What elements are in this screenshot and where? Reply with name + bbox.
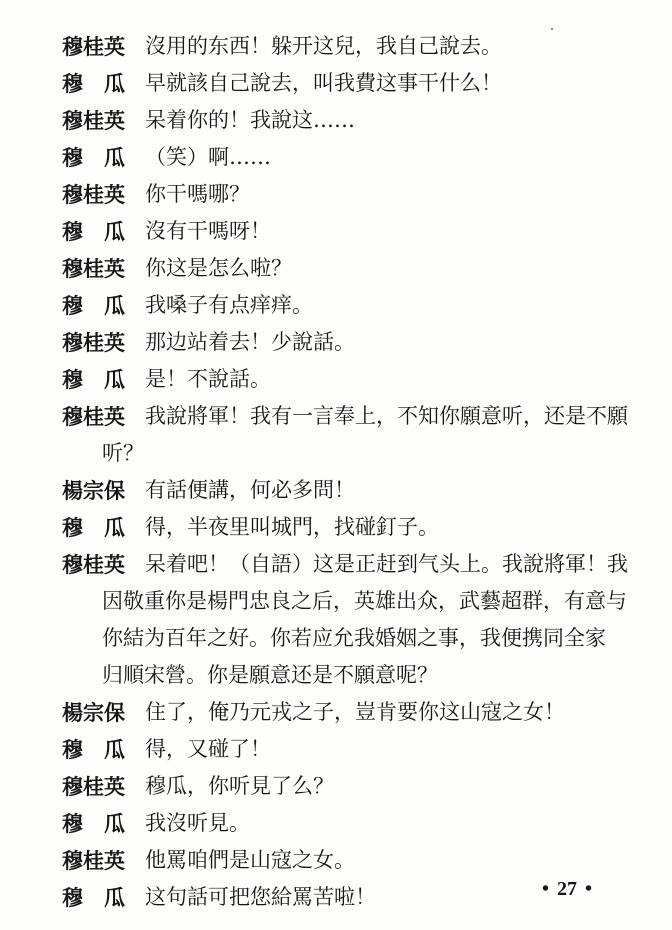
speaker-name: 穆桂英 (62, 330, 125, 355)
dialogue-line (0, 139, 672, 176)
dialogue-line (0, 28, 672, 65)
dialogue-text: 他罵咱們是山寇之女。 (145, 848, 355, 872)
dialogue-text: 呆着吧！（自語）这是正赶到气头上。我說將軍！我 (145, 552, 628, 576)
dialogue-text: 得，又碰了！ (145, 737, 271, 761)
dialogue-text: 你这是怎么啦？ (145, 256, 292, 280)
dialogue-text: 穆瓜，你听見了么？ (145, 774, 334, 798)
dialogue-line (0, 694, 672, 731)
page-number (522, 878, 612, 901)
dialogue-line (0, 102, 672, 139)
dialogue-line (0, 65, 672, 102)
dialogue-text: 你干嗎哪？ (145, 182, 250, 206)
speaker-name: 穆 瓜 (62, 145, 125, 170)
speaker-name: 穆桂英 (62, 108, 125, 133)
dialogue-line (0, 842, 672, 879)
dialogue-text: 是！不說話。 (145, 367, 271, 391)
dialogue-text: 呆着你的！我說这…… (145, 108, 355, 132)
page-number-value: 27 (557, 878, 577, 900)
speaker-name: 穆桂英 (62, 552, 125, 577)
dialogue-text: 那边站着去！少說話。 (145, 330, 355, 354)
speaker-name: 穆 瓜 (62, 367, 125, 392)
speaker-name: 穆桂英 (62, 404, 125, 429)
dialogue-line (0, 509, 672, 546)
dialogue-line (0, 287, 672, 324)
speaker-name: 楊宗保 (62, 700, 125, 725)
dialogue-block (0, 28, 672, 916)
dialogue-line (0, 176, 672, 213)
dialogue-line (0, 250, 672, 287)
dialogue-text: 听？ (102, 441, 144, 465)
speaker-name: 穆 瓜 (62, 811, 125, 836)
dialogue-text: 我說將軍！我有一言奉上，不知你願意听，还是不願 (145, 404, 628, 428)
dialogue-continuation-line (0, 435, 672, 472)
dialogue-line (0, 472, 672, 509)
speaker-name: 穆桂英 (62, 256, 125, 281)
speaker-name: 楊宗保 (62, 478, 125, 503)
dialogue-line (0, 213, 672, 250)
speaker-name: 穆 瓜 (62, 293, 125, 318)
dialogue-continuation-line (0, 583, 672, 620)
page-number-dot-right: • (585, 878, 593, 900)
dialogue-text: 沒有干嗎呀！ (145, 219, 271, 243)
speaker-name: 穆桂英 (62, 774, 125, 799)
page-number-dot-left: • (541, 878, 549, 900)
speaker-name: 穆 瓜 (62, 515, 125, 540)
dialogue-text: 得，半夜里叫城門，找碰釘子。 (145, 515, 439, 539)
dialogue-line (0, 546, 672, 583)
dialogue-text: 有話便講，何必多問！ (145, 478, 355, 502)
dialogue-text: 我嗓子有点痒痒。 (145, 293, 313, 317)
dialogue-text: 因敬重你是楊門忠良之后，英雄出众，武藝超群，有意与 (102, 589, 627, 613)
dialogue-text: 归順宋營。你是願意还是不願意呢？ (102, 663, 438, 687)
speaker-name: 穆桂英 (62, 34, 125, 59)
speaker-name: 穆 瓜 (62, 737, 125, 762)
dialogue-text: 早就該自己說去，叫我費这事干什么！ (145, 71, 502, 95)
dialogue-text: 我沒听見。 (145, 811, 250, 835)
dialogue-text: 这句話可把您給罵苦啦！ (145, 885, 376, 909)
speaker-name: 穆 瓜 (62, 219, 125, 244)
dialogue-continuation-line (0, 657, 672, 694)
dialogue-text: 你結为百年之好。你若应允我婚姻之事，我便携同全家 (102, 626, 606, 650)
dialogue-continuation-line (0, 620, 672, 657)
dialogue-text: （笑）啊…… (145, 145, 271, 169)
dialogue-line (0, 324, 672, 361)
dialogue-text: 沒用的东西！躲开这兒，我自己說去。 (145, 34, 502, 58)
dialogue-line (0, 361, 672, 398)
dialogue-line (0, 731, 672, 768)
speaker-name: 穆 瓜 (62, 885, 125, 910)
speaker-name: 穆桂英 (62, 182, 125, 207)
speaker-name: 穆桂英 (62, 848, 125, 873)
dialogue-text: 住了，俺乃元戎之子，豈肯要你这山寇之女！ (145, 700, 565, 724)
speaker-name: 穆 瓜 (62, 71, 125, 96)
dialogue-line (0, 768, 672, 805)
dialogue-line (0, 805, 672, 842)
dialogue-line (0, 398, 672, 435)
